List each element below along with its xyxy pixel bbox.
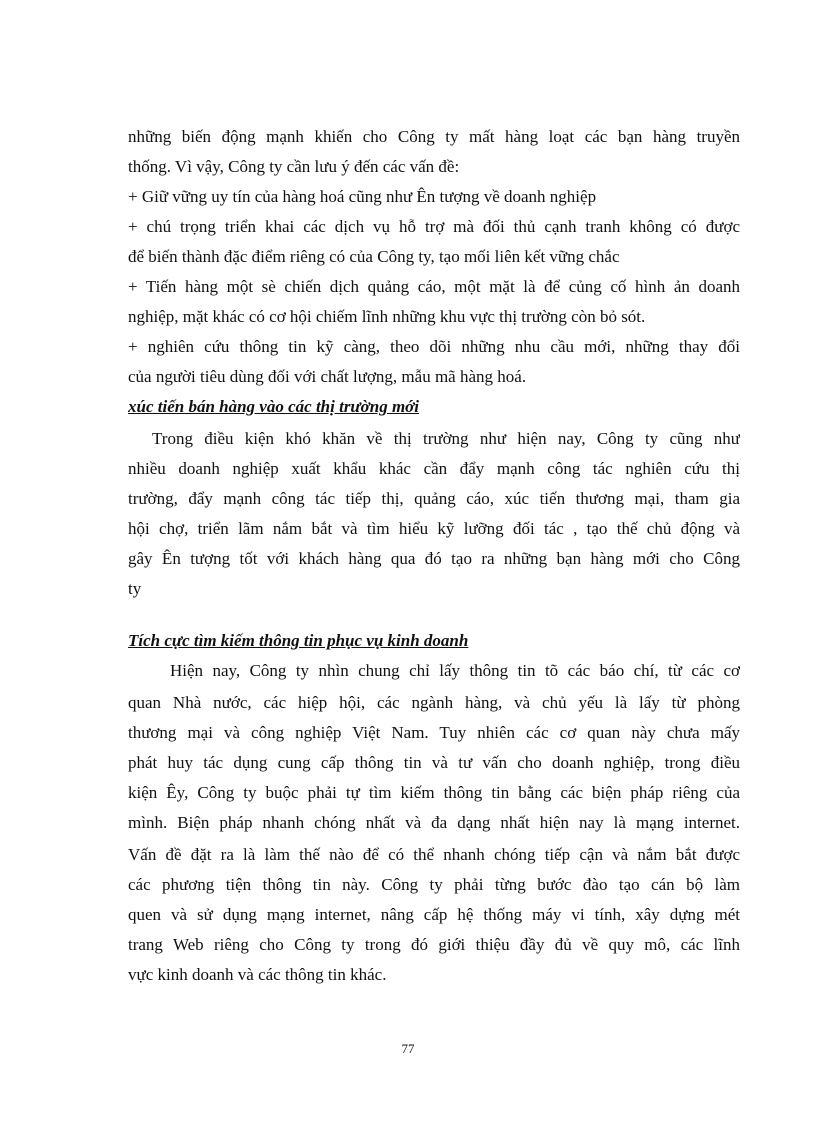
section-heading: Tích cực tìm kiếm thông tin phục vụ kinh doanh bbox=[128, 631, 469, 650]
paragraph-line: hội chợ, triển lãm nắm bắt và tìm hiểu kỹ lưỡng đối tác , tạo thế chủ động và bbox=[128, 519, 740, 538]
paragraph-line: Vấn đề đặt ra là làm thế nào để có thể nhanh chóng tiếp cận và nắm bắt được bbox=[128, 845, 740, 864]
paragraph-line: gây Ên tượng tốt với khách hàng qua đó tạo ra những bạn hàng mới cho Công bbox=[128, 549, 740, 568]
paragraph-line: thương mại và công nghiệp Việt Nam. Tuy nhiên các cơ quan này chưa mấy bbox=[128, 723, 740, 742]
paragraph-line: ty bbox=[128, 579, 142, 598]
paragraph-line: trường, đẩy mạnh công tác tiếp thị, quảng cáo, xúc tiến thương mại, tham gia bbox=[128, 489, 740, 508]
paragraph-line: những biến động mạnh khiến cho Công ty mất hàng loạt các bạn hàng truyền bbox=[128, 127, 740, 146]
paragraph-line: Hiện nay, Công ty nhìn chung chỉ lấy thông tin tõ các báo chí, từ các cơ bbox=[170, 661, 740, 680]
bullet-line: + chú trọng triển khai các dịch vụ hỗ trợ mà đối thủ cạnh tranh không có được bbox=[128, 217, 740, 236]
paragraph-line: quen và sử dụng mạng internet, nâng cấp hệ thống máy vi tính, xây dựng mét bbox=[128, 905, 740, 924]
section-heading: xúc tiến bán hàng vào các thị trường mới bbox=[128, 397, 420, 416]
paragraph-line: trang Web riêng cho Công ty trong đó giới thiệu đầy đủ về quy mô, các lĩnh bbox=[128, 935, 740, 954]
paragraph-line: kiện Êy, Công ty buộc phải tự tìm kiếm thông tin bằng các biện pháp riêng của bbox=[128, 783, 740, 802]
bullet-line: + Tiến hàng một sè chiến dịch quảng cáo, một mặt là để củng cố hình ản doanh bbox=[128, 277, 740, 296]
paragraph-line: nghiệp, mặt khác có cơ hội chiếm lĩnh những khu vực thị trường còn bỏ sót. bbox=[128, 307, 646, 326]
paragraph-line: phát huy tác dụng cung cấp thông tin và tư vấn cho doanh nghiệp, trong điều bbox=[128, 753, 740, 772]
paragraph-line: của người tiêu dùng đối với chất lượng, mẫu mã hàng hoá. bbox=[128, 367, 527, 386]
bullet-line: + Giữ vững uy tín của hàng hoá cũng như Ên tượng về doanh nghiệp bbox=[128, 187, 597, 206]
paragraph-line: thống. Vì vậy, Công ty cần lưu ý đến các vấn đề: bbox=[128, 157, 460, 176]
paragraph-line: mình. Biện pháp nhanh chóng nhất và đa dạng nhất hiện nay là mạng internet. bbox=[128, 813, 740, 832]
paragraph-line: nhiều doanh nghiệp xuất khẩu khác cần đẩy mạnh công tác nghiên cứu thị bbox=[128, 459, 740, 478]
paragraph-line: Trong điều kiện khó khăn về thị trường như hiện nay, Công ty cũng như bbox=[152, 429, 740, 448]
bullet-line: + nghiên cứu thông tin kỹ càng, theo dõi những nhu cầu mới, những thay đổi bbox=[128, 337, 740, 356]
paragraph-line: các phương tiện thông tin này. Công ty phải từng bước đào tạo cán bộ làm bbox=[128, 875, 740, 894]
page-number: 77 bbox=[401, 1041, 415, 1056]
paragraph-line: để biến thành đặc điểm riêng có của Công ty, tạo mối liên kết vững chắc bbox=[128, 247, 620, 266]
paragraph-line: vực kinh doanh và các thông tin khác. bbox=[128, 965, 387, 984]
paragraph-line: quan Nhà nước, các hiệp hội, các ngành hàng, và chủ yếu là lấy từ phòng bbox=[128, 693, 740, 712]
